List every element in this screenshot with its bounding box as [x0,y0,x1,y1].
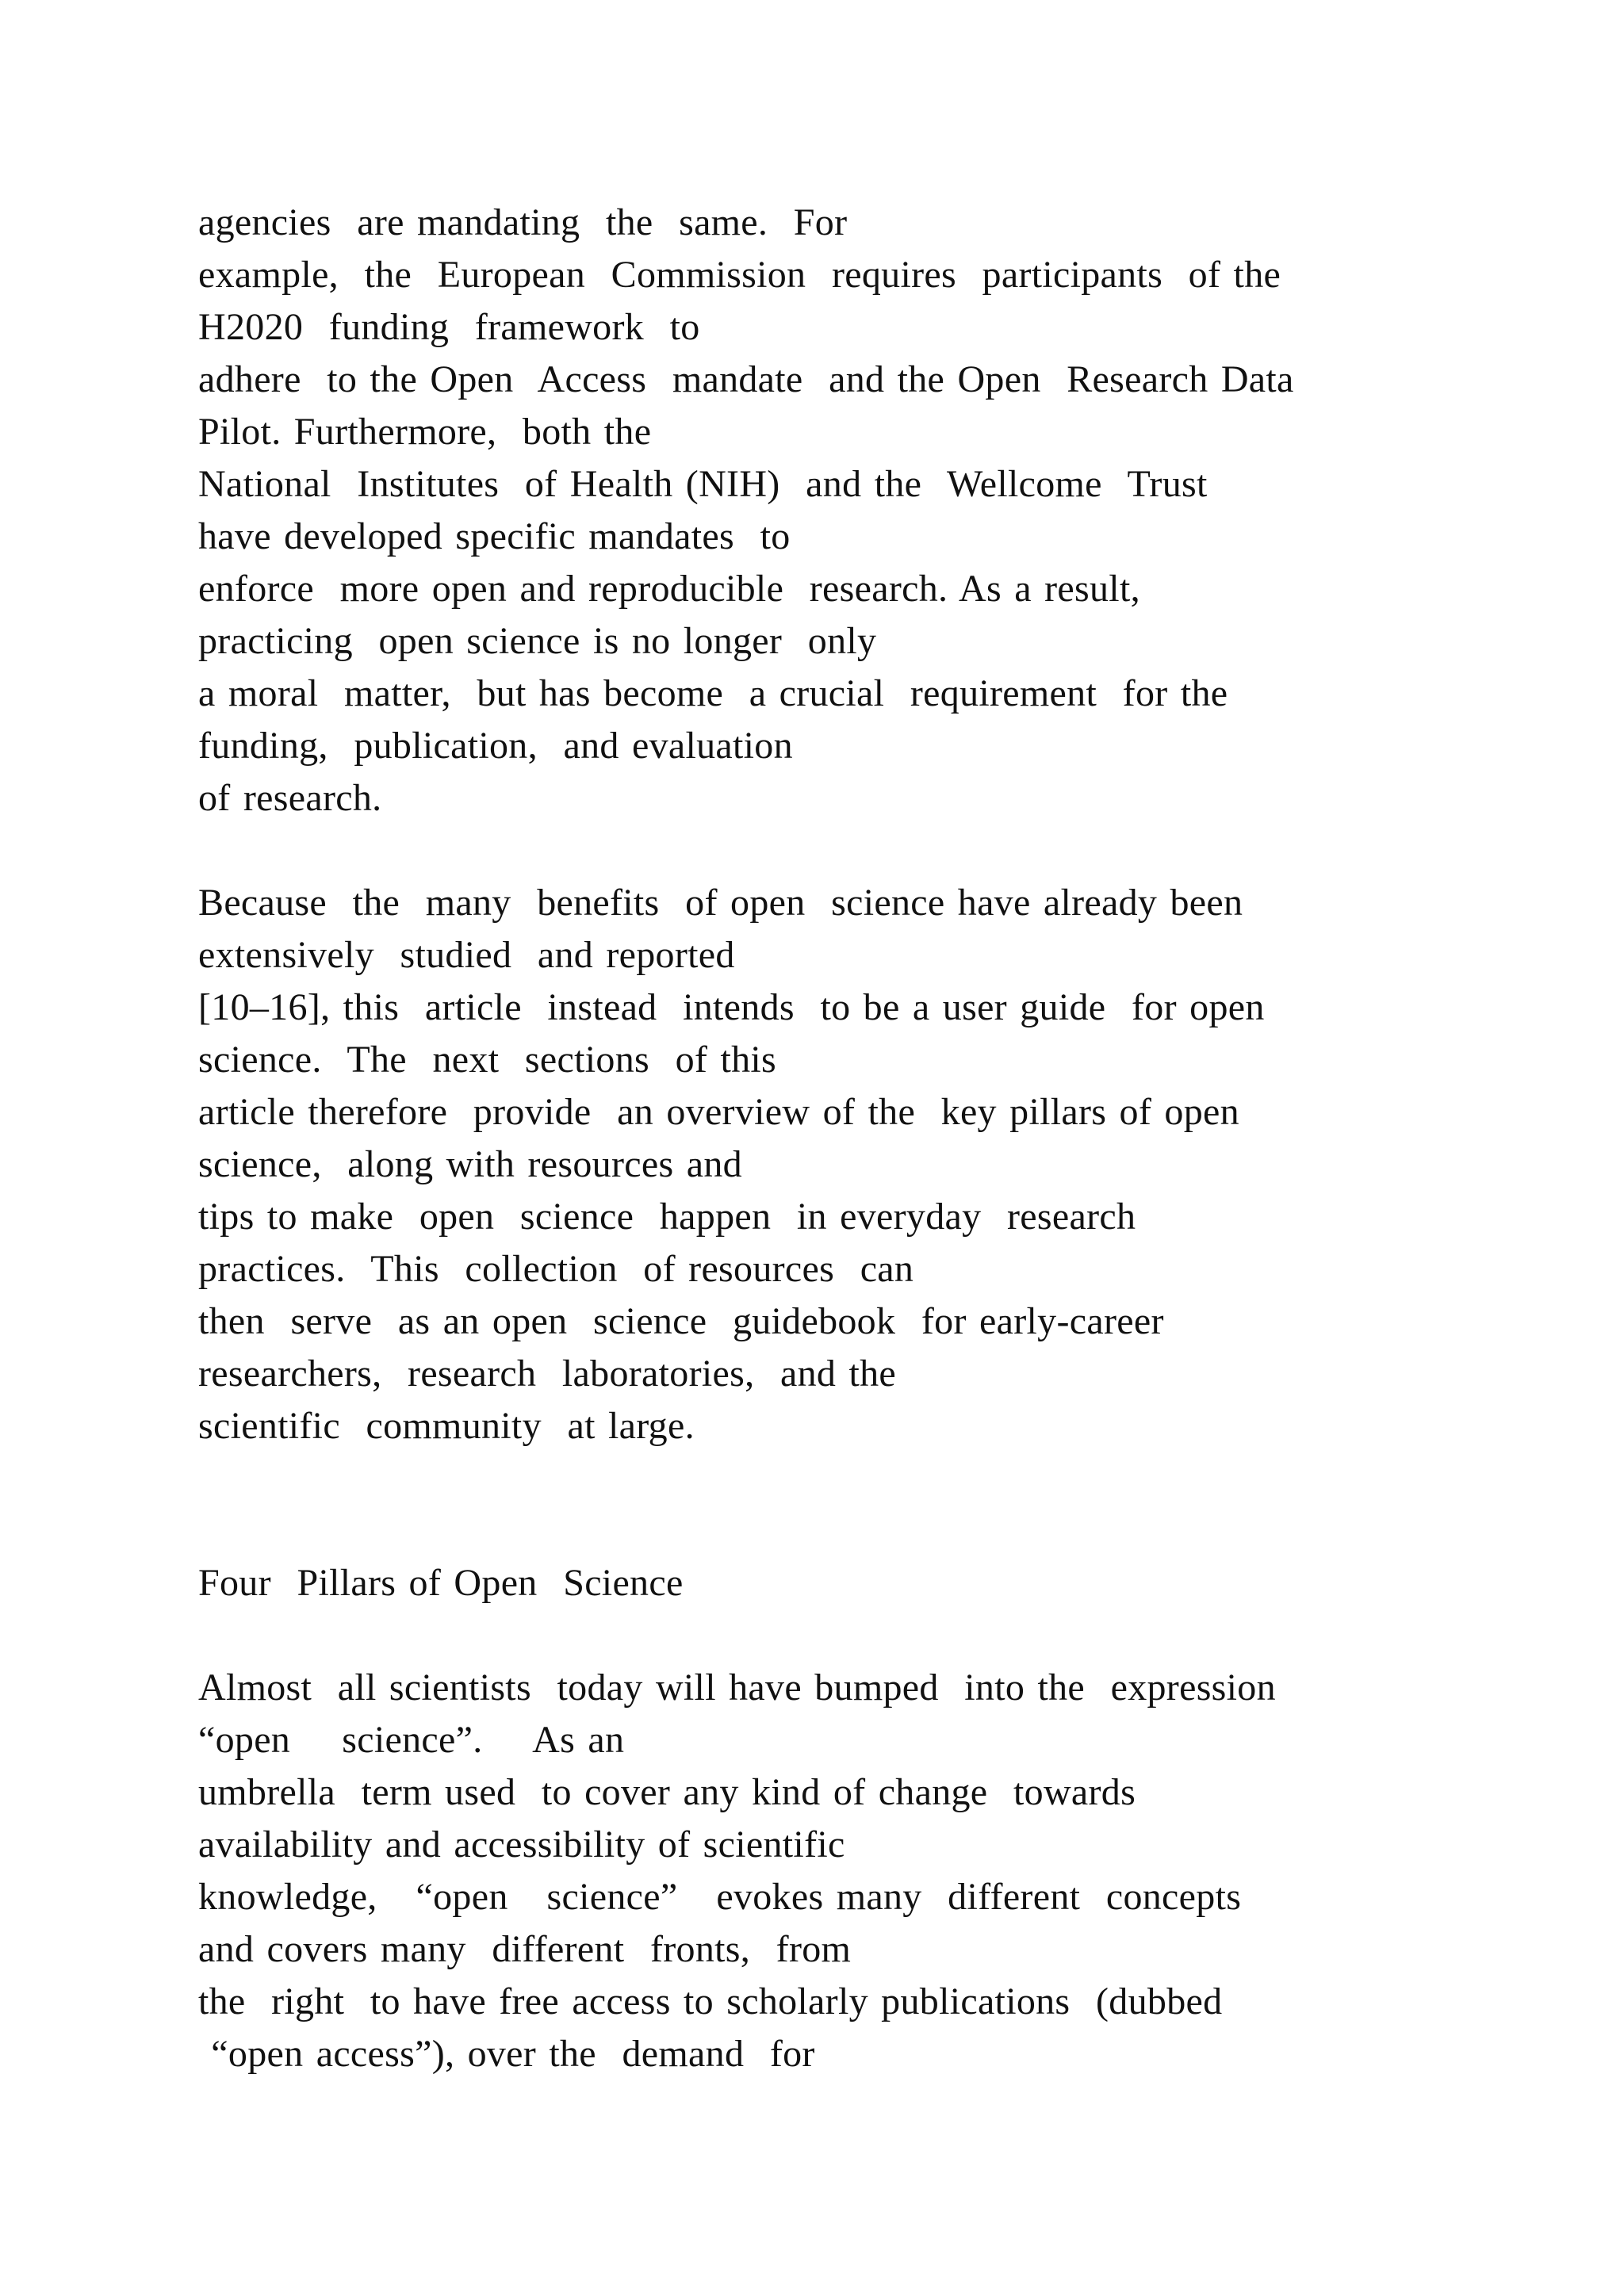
text-line: science. The next sections of this [198,1039,777,1081]
text-line: “open access”), over the demand for [198,2033,815,2075]
text-line: enforce more open and reproducible research. As a result, [198,568,1140,610]
text-line: practicing open science is no longer only [198,620,877,662]
paragraph-spacer [198,1609,1546,1662]
text-line: practices. This collection of resources can [198,1248,914,1290]
text-line: Pilot. Furthermore, both the [198,411,652,453]
text-line: [10–16], this article instead intends to be a user guide for open [198,986,1265,1028]
text-line: of research. [198,777,382,819]
text-line: availability and accessibility of scientific [198,1823,845,1866]
text-line: funding, publication, and evaluation [198,725,793,767]
text-line: scientific community at large. [198,1405,695,1447]
text-line: agencies are mandating the same. For [198,201,848,243]
text-line: science, along with resources and [198,1143,742,1185]
text-line: “open science”. As an [198,1719,625,1761]
text-line: then serve as an open science guidebook for early-career [198,1300,1164,1342]
text-line: extensively studied and reported [198,934,735,976]
text-line: umbrella term used to cover any kind of change towards [198,1771,1136,1813]
paragraph-2 [198,877,1546,1452]
text-line: National Institutes of Health (NIH) and the Wellcome Trust [198,463,1208,505]
text-line: H2020 funding framework to [198,306,700,348]
paragraph-spacer [198,825,1546,877]
text-line: the right to have free access to scholarly publications (dubbed [198,1980,1223,2022]
text-line: Almost all scientists today will have bumped into the expression [198,1667,1276,1709]
text-line: a moral matter, but has become a crucial requirement for the [198,672,1228,714]
document-body [198,197,1546,2080]
paragraph-1 [198,197,1546,825]
section-heading: Four Pillars of Open Science [198,1562,684,1604]
text-line: researchers, research laboratories, and the [198,1353,897,1395]
text-line: tips to make open science happen in everyday research [198,1196,1136,1238]
text-line: knowledge, “open science” evokes many different concepts [198,1876,1242,1918]
text-line: adhere to the Open Access mandate and the Open Research Data [198,358,1294,400]
text-line: article therefore provide an overview of the key pillars of open [198,1091,1239,1133]
text-line: have developed specific mandates to [198,515,791,557]
text-line: Because the many benefits of open science have already been [198,882,1243,924]
text-line: and covers many different fronts, from [198,1928,852,1970]
section-spacer [198,1452,1546,1557]
text-line: example, the European Commission requires participants of the [198,254,1281,296]
paragraph-3 [198,1662,1546,2080]
